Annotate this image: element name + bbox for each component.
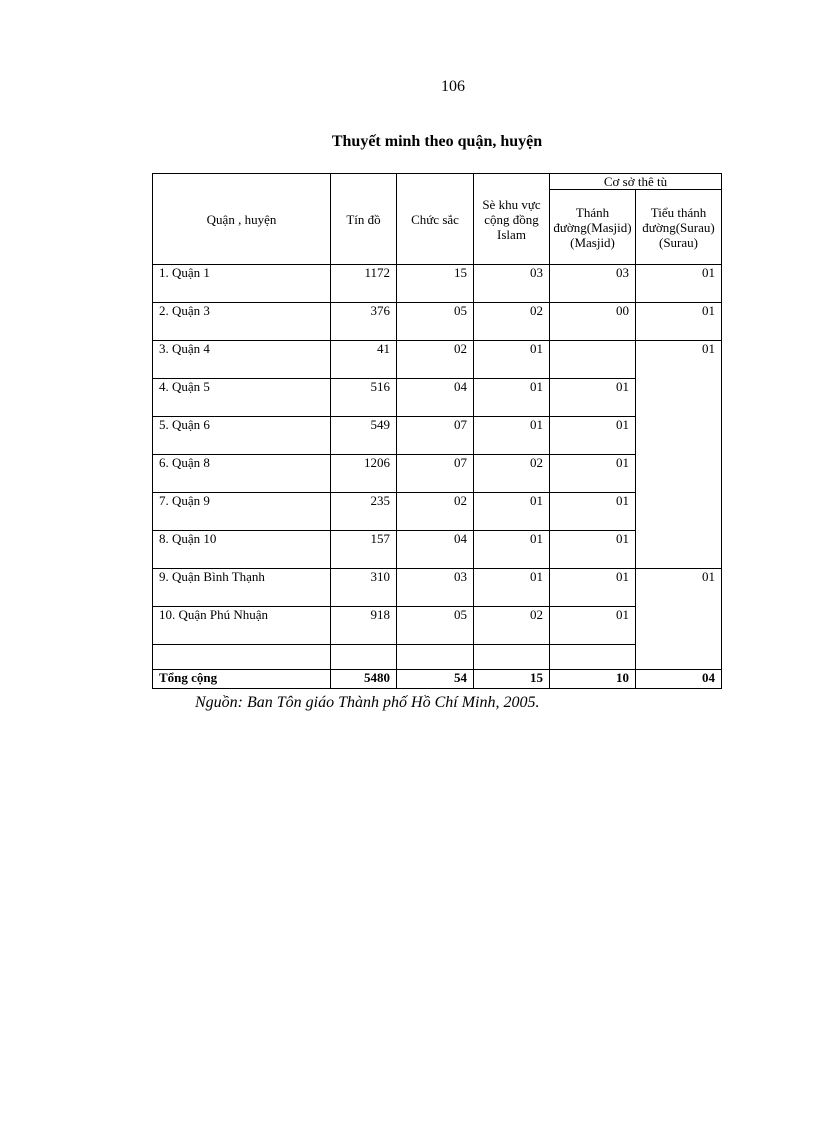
cell-communities: 02 [474,607,550,645]
cell-dignitaries: 07 [397,417,474,455]
total-surau: 04 [636,670,722,689]
cell-dignitaries: 02 [397,341,474,379]
cell-followers: 1172 [331,265,397,303]
cell-masjid: 01 [550,379,636,417]
cell-communities: 01 [474,341,550,379]
cell-followers: 310 [331,569,397,607]
cell-district: 7. Quận 9 [153,493,331,531]
cell-dignitaries: 03 [397,569,474,607]
cell-dignitaries: 07 [397,455,474,493]
cell-district: 3. Quận 4 [153,341,331,379]
cell-masjid: 01 [550,607,636,645]
table-row [153,569,722,607]
district-table [152,173,722,689]
header-surau: Tiểu thánh đường(Surau) (Surau) [636,190,722,265]
cell-district: 9. Quận Bình Thạnh [153,569,331,607]
cell-empty [153,645,331,670]
header-masjid: Thánh đường(Masjid) (Masjid) [550,190,636,265]
cell-followers: 41 [331,341,397,379]
cell-district: 10. Quận Phú Nhuận [153,607,331,645]
source-note: Nguồn: Ban Tôn giáo Thành phố Hồ Chí Minh, 2005. [195,694,540,711]
cell-communities: 02 [474,455,550,493]
cell-dignitaries: 02 [397,493,474,531]
table-row [153,265,722,303]
header-worship-group: Cơ sở thê tù [550,174,722,190]
page-number: 106 [441,78,465,95]
table-row [153,341,722,379]
cell-followers: 516 [331,379,397,417]
cell-dignitaries: 05 [397,303,474,341]
document-title: Thuyết minh theo quận, huyện [331,133,543,150]
cell-surau-merged: 01 [636,569,722,670]
cell-followers: 235 [331,493,397,531]
cell-followers: 376 [331,303,397,341]
cell-communities: 01 [474,569,550,607]
cell-communities: 01 [474,493,550,531]
cell-dignitaries: 04 [397,379,474,417]
header-followers: Tín đồ [331,174,397,265]
cell-dignitaries: 15 [397,265,474,303]
cell-followers: 918 [331,607,397,645]
cell-empty [474,645,550,670]
cell-communities: 01 [474,417,550,455]
cell-surau: 01 [636,265,722,303]
table-row [153,303,722,341]
cell-district: 5. Quận 6 [153,417,331,455]
cell-surau: 01 [636,303,722,341]
cell-communities: 03 [474,265,550,303]
cell-district: 6. Quận 8 [153,455,331,493]
cell-empty [550,645,636,670]
cell-masjid: 01 [550,455,636,493]
header-dignitaries: Chức sắc [397,174,474,265]
cell-empty [397,645,474,670]
cell-masjid: 01 [550,531,636,569]
total-label: Tổng cộng [153,670,331,689]
cell-communities: 02 [474,303,550,341]
cell-followers: 549 [331,417,397,455]
total-dignitaries: 54 [397,670,474,689]
cell-district: 8. Quận 10 [153,531,331,569]
cell-district: 4. Quận 5 [153,379,331,417]
cell-followers: 1206 [331,455,397,493]
cell-masjid: 01 [550,493,636,531]
cell-dignitaries: 04 [397,531,474,569]
total-communities: 15 [474,670,550,689]
cell-masjid: 01 [550,569,636,607]
total-masjid: 10 [550,670,636,689]
header-communities: Sè khu vực cộng đồng Islam [474,174,550,265]
cell-district: 1. Quận 1 [153,265,331,303]
cell-empty [331,645,397,670]
cell-district: 2. Quận 3 [153,303,331,341]
cell-surau-merged: 01 [636,341,722,569]
cell-masjid: 03 [550,265,636,303]
total-row [153,670,722,689]
header-district: Quận , huyện [153,174,331,265]
cell-communities: 01 [474,531,550,569]
cell-dignitaries: 05 [397,607,474,645]
table-container [152,173,722,689]
cell-masjid: 00 [550,303,636,341]
cell-masjid [550,341,636,379]
cell-communities: 01 [474,379,550,417]
cell-followers: 157 [331,531,397,569]
cell-masjid: 01 [550,417,636,455]
total-followers: 5480 [331,670,397,689]
